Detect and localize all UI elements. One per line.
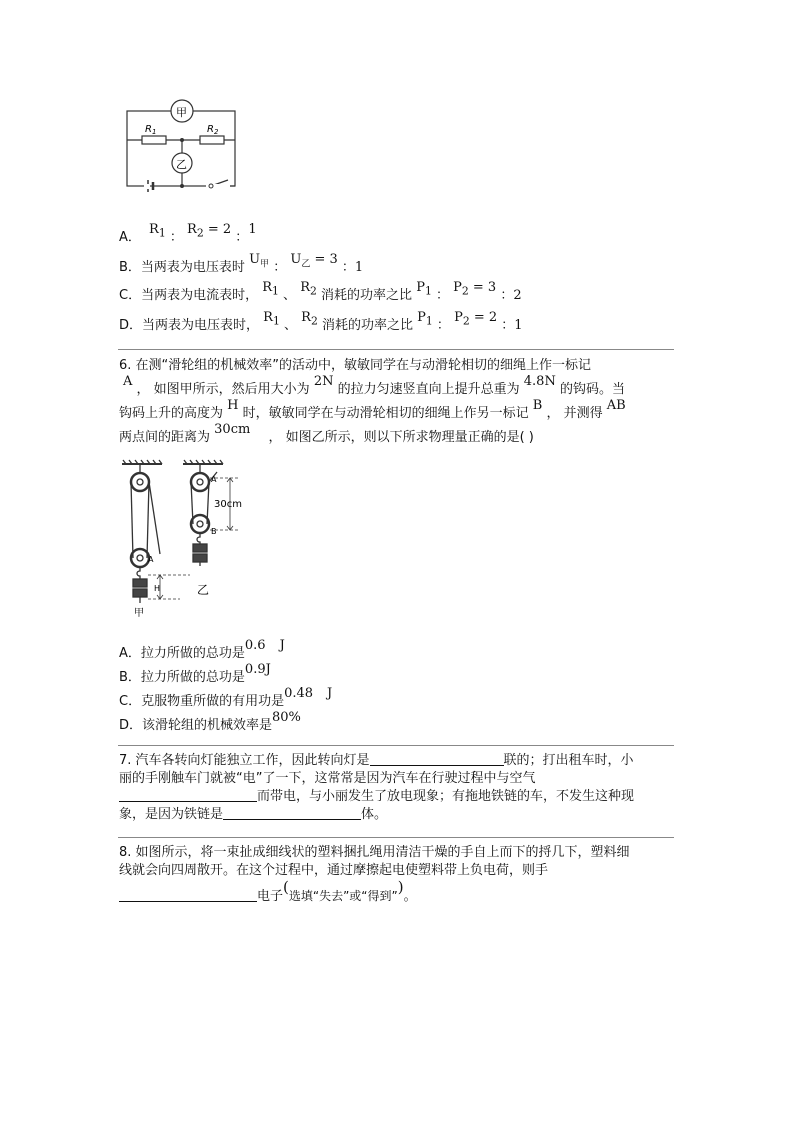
label-A-jia: A <box>148 555 154 564</box>
meter-mid-label: 乙 <box>176 158 187 171</box>
meter-top-label: 甲 <box>176 106 187 119</box>
label-30cm: 30cm <box>214 499 242 510</box>
q7-blank-3[interactable] <box>223 806 361 820</box>
q7-line4: 象，是因为铁链是 体。 <box>119 807 388 822</box>
q5-option-b: B．当两表为电压表时 $U_甲$ ： $U_乙 = 3$ ：1 <box>119 252 364 275</box>
q7-line2: 丽的手刚触车门就被“电”了一下，这常常是因为汽车在行驶过程中与空气 <box>119 771 536 786</box>
label-H: H <box>154 584 161 593</box>
q8-line1: 8. 如图所示，将一束扯成细线状的塑料捆扎绳用清洁干燥的手自上而下的捋几下，塑料细 <box>119 845 630 860</box>
svg-text:R1: $R_1$ <box>145 124 157 136</box>
label-A-yi: A <box>211 475 217 484</box>
q7-line3: 而带电，与小丽发生了放电现象；有拖地铁链的车，不发生这种现 <box>119 788 634 806</box>
circuit-diagram <box>118 96 248 196</box>
q7-blank-2[interactable] <box>119 788 257 802</box>
q6-option-d: D．该滑轮组的机械效率是80% <box>119 710 301 733</box>
divider <box>118 837 674 838</box>
q6-stem-line1: 6. 在测“滑轮组的机械效率”的活动中，敏敏同学在与动滑轮相切的细绳上作一标记 <box>119 358 592 373</box>
q5-option-c: C．当两表为电流表时， $R_1$ 、 $R_2$ 消耗的功率之比 $P_1$ ： $P_2 = 3$ ：2 <box>119 280 522 303</box>
q6-option-b: B．拉力所做的总功是0.9J <box>119 662 271 685</box>
q6-option-c: C．克服物重所做的有用功是0.48 J <box>119 686 333 709</box>
q6-stem-line2: A ， 如图甲所示，然后用大小为 2N 的拉力匀速竖直向上提升总重为 4.8N 的钩码。当 <box>123 374 625 397</box>
divider <box>118 349 674 350</box>
divider <box>118 745 674 746</box>
q6-stem-line4: 两点间的距离为 30cm ， 如图乙所示，则以下所求物理量正确的是( ) <box>119 422 534 445</box>
q8-line3: 电子(选填“失去”或“得到”)。 <box>119 886 417 906</box>
label-yi: 乙 <box>197 583 210 597</box>
q7-blank-1[interactable] <box>370 752 504 766</box>
label-B: B <box>211 527 217 536</box>
svg-text:R2: $R_2$ <box>207 124 219 136</box>
q7-line1: 7. 汽车各转向灯能独立工作，因此转向灯是 联的；打出租车时，小 <box>119 753 634 768</box>
q5-option-a: A． $R_1$ ： $R_2 = 2$ ：1 <box>119 222 257 245</box>
q6-option-a: A．拉力所做的总功是0.6 J <box>119 638 285 661</box>
q8-line2: 线就会向四周散开。在这个过程中，通过摩擦起电使塑料带上负电荷，则手 <box>119 863 549 878</box>
label-jia: 甲 <box>134 608 144 618</box>
q8-blank[interactable] <box>119 888 257 902</box>
pulley-diagram <box>118 458 253 618</box>
q5-option-d: D．当两表为电压表时， $R_1$ 、 $R_2$ 消耗的功率之比 $P_1$ ： $P_2 = 2$ ：1 <box>119 310 523 333</box>
q6-stem-line3: 钩码上升的高度为 H 时，敏敏同学在与动滑轮相切的细绳上作另一标记 B ， 并测得 AB <box>119 398 626 421</box>
